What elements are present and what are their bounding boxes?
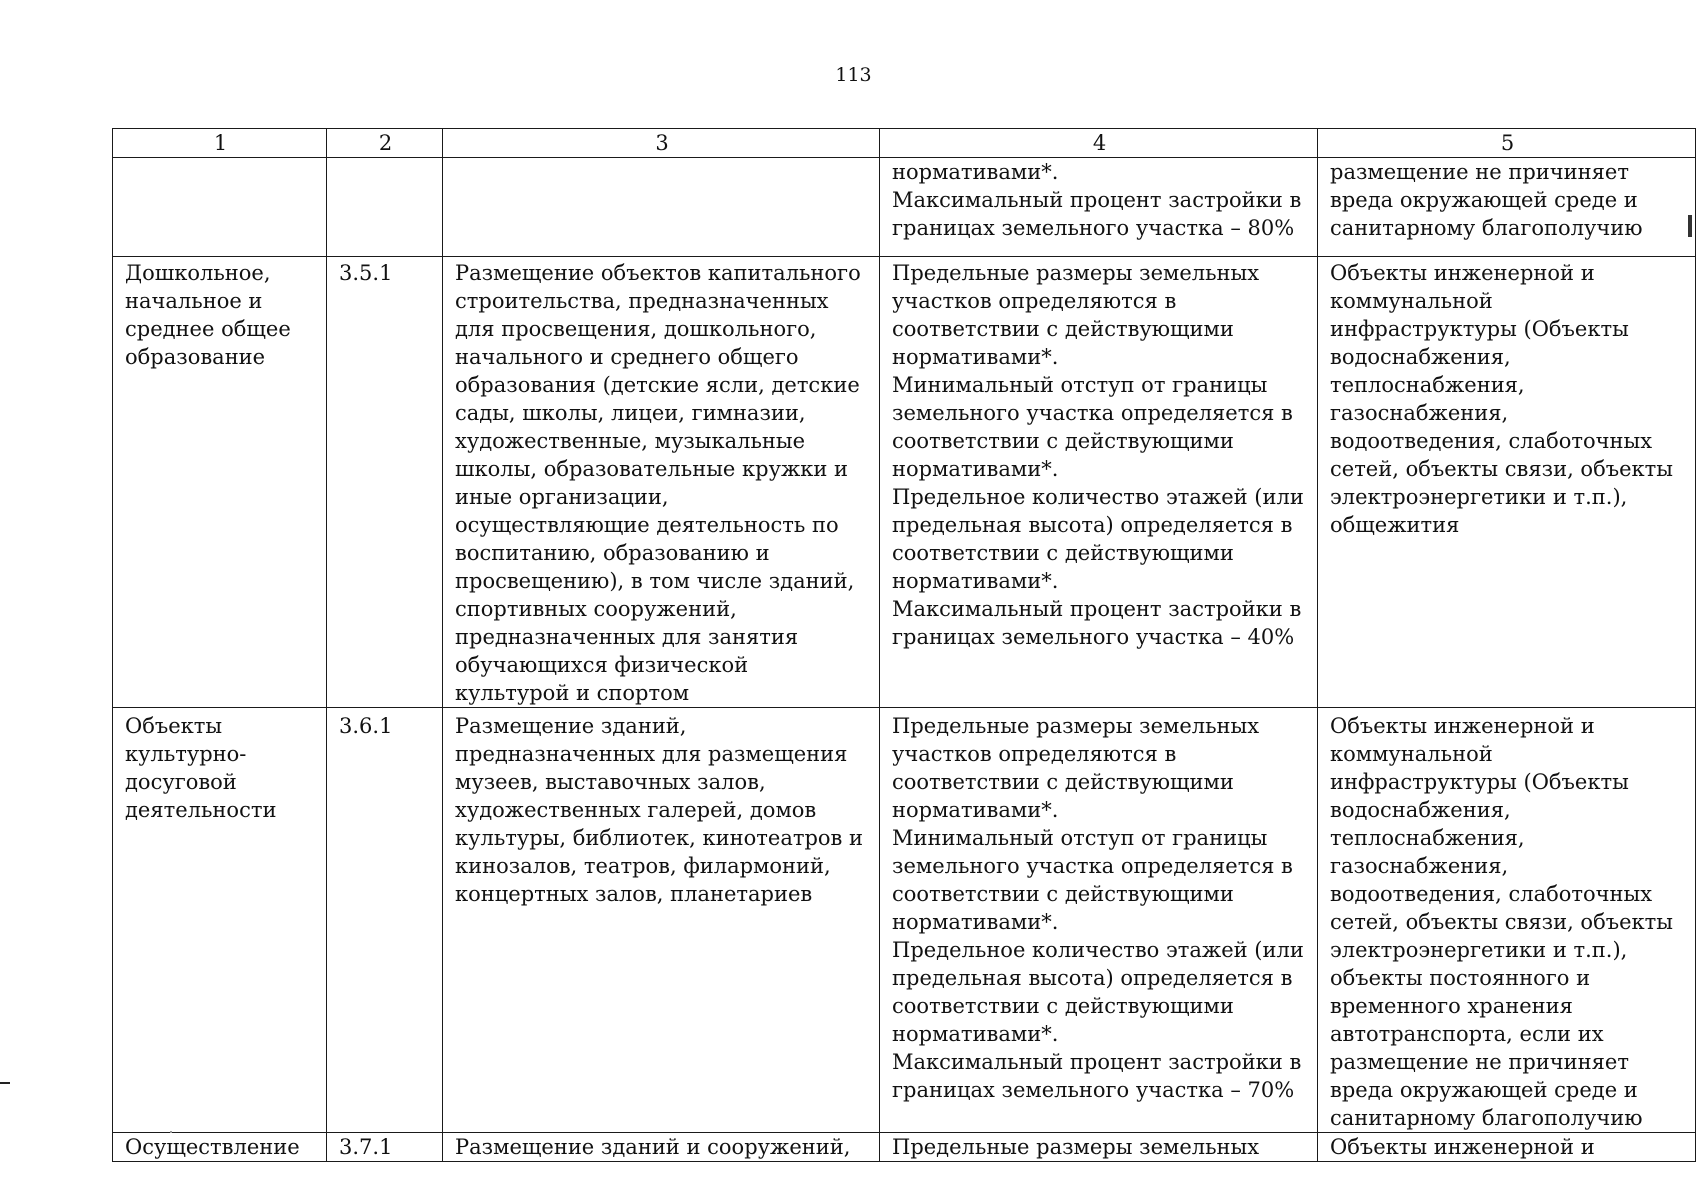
cell-use-name: Дошкольное, начальное и среднее общее образование [113,257,327,708]
table-header-row [113,129,1696,158]
cell-auxiliary-uses [1318,1133,1696,1162]
table-row [113,158,1696,257]
cell-text: Размещение зданий и сооружений, [455,1135,851,1159]
header-col-4: 4 [880,129,1318,158]
cell-use-name [113,1133,327,1162]
scan-speck [170,1131,172,1133]
cell-use-description: Размещение объектов капитального строительства, предназначенных для просвещения, дошкольного, начального и среднего общего образования (детские ясли, детские сады, школы, лицеи, гимназии, художественные, музыкальные школы, образовательные кружки и иные организации, осуществляющие деятельность по воспитанию, образованию и просвещению), в том числе зданий, спортивных сооружений, предназначенных для занятия обучающихся физической культурой и спортом [443,257,880,708]
cell-text: 3.7.1 [339,1135,393,1159]
cell-use-parameters [880,1133,1318,1162]
cell-use-description [443,158,880,257]
table-row [113,708,1696,1133]
table-row [113,257,1696,708]
cell-text: Объекты инженерной и [1330,1135,1595,1159]
header-col-2: 2 [327,129,443,158]
cell-use-code [327,1133,443,1162]
cell-use-parameters: нормативами*. Максимальный процент застройки в границах земельного участка – 80% [880,158,1318,257]
scan-edge-mark [0,1082,10,1084]
cell-use-code: 3.6.1 [327,708,443,1133]
cell-use-name: Объекты культурно-досуговой деятельности [113,708,327,1133]
header-col-3: 3 [443,129,880,158]
scan-edge-mark [1688,215,1692,237]
cell-use-description: Размещение зданий, предназначенных для размещения музеев, выставочных залов, художественных галерей, домов культуры, библиотек, кинотеатров и кинозалов, театров, филармоний, концертных залов, планетариев [443,708,880,1133]
header-col-5: 5 [1318,129,1696,158]
cell-auxiliary-uses: размещение не причиняет вреда окружающей среде и санитарному благополучию [1318,158,1696,257]
cell-auxiliary-uses: Объекты инженерной и коммунальной инфраструктуры (Объекты водоснабжения, теплоснабжения, газоснабжения, водоотведения, слаботочных сетей, объекты связи, объекты электроэнергетики и т.п.), общежития [1318,257,1696,708]
cell-text: Предельные размеры земельных [892,1135,1260,1159]
header-col-1: 1 [113,129,327,158]
land-use-table [112,128,1696,1162]
cell-use-parameters: Предельные размеры земельных участков определяются в соответствии с действующими нормативами*. Минимальный отступ от границы земельного участка определяется в соответствии с действующими нормативами*. Предельное количество этажей (или предельная высота) определяется в соответствии с действующими нормативами*. Максимальный процент застройки в границах земельного участка – 70% [880,708,1318,1133]
cell-use-code: 3.5.1 [327,257,443,708]
cell-use-name [113,158,327,257]
cell-use-parameters: Предельные размеры земельных участков определяются в соответствии с действующими нормативами*. Минимальный отступ от границы земельного участка определяется в соответствии с действующими нормативами*. Предельное количество этажей (или предельная высота) определяется в соответствии с действующими нормативами*. Максимальный процент застройки в границах земельного участка – 40% [880,257,1318,708]
cell-use-code [327,158,443,257]
cell-use-description [443,1133,880,1162]
page-number: 113 [835,64,872,86]
cell-text: Осуществление [125,1135,300,1159]
cell-auxiliary-uses: Объекты инженерной и коммунальной инфраструктуры (Объекты водоснабжения, теплоснабжения, газоснабжения, водоотведения, слаботочных сетей, объекты связи, объекты электроэнергетики и т.п.), объекты постоянного и временного хранения автотранспорта, если их размещение не причиняет вреда окружающей среде и санитарному благополучию [1318,708,1696,1133]
table-row [113,1133,1696,1162]
